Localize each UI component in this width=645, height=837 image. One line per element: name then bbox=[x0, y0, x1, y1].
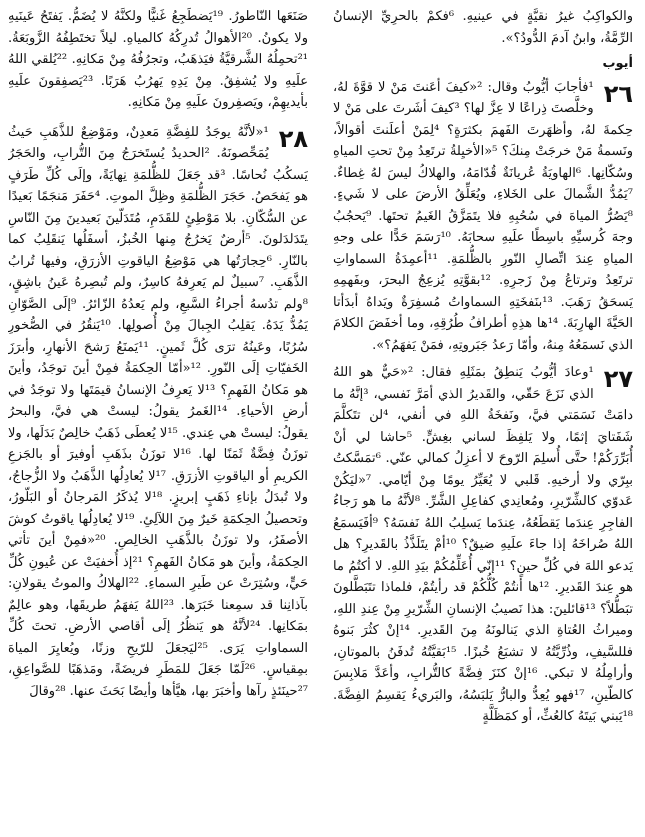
chapter-28-paragraph bbox=[8, 122, 308, 703]
chapter-26-text: ¹فأجابَ أيُّوبُ وقال: ²«كيفَ أعَنتَ مَنْ لا قوَّةَ لهُ، وخلَّصتَ ذِراعًا لا عِزَّ لها؟ ³كيفَ أشَرتَ على مَنْ لا حِكمةَ لهُ، وأظهَرتَ الفَهمَ بكثرَةٍ؟ ⁴لِمَنْ أعلَنتَ أقوالاً، ونَسمةُ مَنْ خرجَتْ مِنكَ؟ ⁵«الأخيِلةُ ترتَعِدُ مِنْ تحتِ المياهِ وسُكّانِها. ⁶الهاويَةُ عُريانَةٌ قُدّامَهُ، والهلاكُ ليسَ لهُ غِطاءٌ. ⁷يَمُدُّ الشَّمالَ على الخَلاءِ، ويُعَلِّقُ الأرضَ على لا شَيءٍ. ⁸يَصُرُّ المياهَ في سُحُبِهِ فلا يتَمَزَّقُ الغَيمُ تحتَها. ⁹يَحجُبُ وجهَ كُرسيِّهِ باسِطًا علَيهِ سحابَهُ. ¹⁰رَسَمَ حَدًّا على وجهِ المياهِ عِندَ اتِّصالِ النّورِ بالظُّلمَةِ. ¹¹أعمِدَةُ السماواتِ ترتَعِدُ وترتاعُ مِنْ زَجرِهِ. ¹²بقوَّتِهِ يُزعِجُ البحرَ، وبفَهمِهِ يَسحَقُ رَهَبَ. ¹³بنَفخَتِهِ السماواتُ مُسفِرَةٌ ويَداهُ أبدَأتا الحَيَّةَ الهارِبَةَ. ¹⁴ها هذِهِ أطرافُ طُرُقِهِ، وما أخفَضَ الكلامَ الذي نَسمَعُهُ مِنهُ، وأمّا رَعدُ جَبَروتِهِ، فمَنْ يَفهَمُ؟». bbox=[333, 79, 633, 353]
chapter-26-paragraph bbox=[333, 77, 633, 357]
left-column bbox=[8, 6, 308, 832]
chapter-27-paragraph bbox=[333, 362, 633, 728]
chapter-28-number: ٢٨ bbox=[278, 124, 308, 153]
chapter-26-number: ٢٦ bbox=[603, 79, 633, 108]
right-column bbox=[333, 6, 633, 832]
chapter-28-text: ¹«لأنَّهُ يوجَدُ للفِضَّةِ مَعدِنٌ، ومَوْضِعٌ للذَّهَبِ حَيثُ يُمَحِّصونَهُ. ²الحديدُ يُستَخرَجُ مِنَ التُّرابِ، والحَجَرُ يَسكُبُ نُحاسًا. ³قد جَعَلَ للظُّلمَةِ نِهايَةً، وإلَى كُلِّ طَرَفٍ هو يَفحَصُ. حَجَرَ الظُّلمَةِ وظِلَّ الموتِ. ⁴حَفَرَ مَنجَمًا بَعيدًا عن السُّكّانِ. بلا مَوْطِئٍ للقَدَمِ، مُتَدَلّينَ بَعيدينَ مِنَ النّاسِ يتَدَلدَلونَ. ⁵أرضٌ يَخرُجُ مِنها الخُبزُ، أسفَلُها يَنقَلِبُ كما بالنّارِ. ⁶حِجارَتُها هي مَوْضِعُ الياقوتِ الأزرَقِ، وفيها تُرابُ الذَّهَبِ. ⁷سبيلٌ لم يَعرِفهُ كاسِرٌ، ولم تُبصِرهُ عَينُ باشِقٍ، ⁸ولم تدُسهُ أجراءُ السَّبعِ، ولم يَعدُهُ الزّائرُ. ⁹إلَى الصَّوّانِ يَمُدُّ يَدَهُ. يَقلِبُ الجِبالَ مِنْ أُصولِها. ¹⁰يَنقُرُ في الصُّخورِ سُرُبًا، وعَينُهُ ترَى كُلَّ ثَمينٍ. ¹¹يَمنَعُ رَشحَ الأنهارِ، وأبرَزَ الخَفيّاتِ إلَى النّورِ. ¹²«أمّا الحِكمَةُ فمِنْ أينَ توجَدُ، وأينَ هو مَكانُ الفَهمِ؟ ¹³لا يَعرِفُ الإنسانُ قيمَتَها ولا توجَدُ في أرضِ الأحياءِ. ¹⁴الغَمرُ يقولُ: ليستْ هي فيَّ، والبحرُ يقولُ: ليستْ هي عِندي. ¹⁵لا يُعطَى ذَهَبٌ خالِصٌ بَدَلَها، ولا توزَنُ فِضَّةٌ ثَمَنًا لها. ¹⁶لا توزَنُ بذَهَبِ أوفيرَ أو بالجَزعِ الكريمِ أو الياقوتِ الأزرَقِ. ¹⁷لا يُعادِلُها الذَّهَبُ ولا الزُّجاجُ، ولا تُبدَلُ بإناءِ ذَهَبٍ إبريزٍ. ¹⁸لا يُذكَرُ المَرجانُ أو البَلّورُ، وتحصيلُ الحِكمَةِ خَيرٌ مِنَ اللآلِئِ. ¹⁹لا يُعادِلُها ياقوتُ كوشَ الأصفَرُ، ولا توزَنُ بالذَّهَبِ الخالِصِ. ²⁰«فمِنْ أينَ تأتي الحِكمَةُ، وأينَ هو مَكانُ الفَهمِ؟ ²¹إذ أُخفيَتْ عن عُيونِ كُلِّ حَيٍّ، وسُتِرَتْ عن طَيرِ السماءِ. ²²الهلاكُ والموتُ يقولانِ: بآذانِنا قد سمِعنا خَبَرَها. ²³اللهُ يَفهَمُ طريقَها، وهو عالِمٌ بمَكانِها. ²⁴لأنَّهُ هو يَنظُرُ إلَى أقاصي الأرضِ. تحتَ كُلِّ السماواتِ يَرَى. ²⁵ليَجعَلَ للرّيحِ وزنًا، ويُعايِرَ المياهَ بمِقياسٍ. ²⁶لَمّا جَعَلَ للمَطَرِ فريضَةً، ومَذهَبًا للصَّواعِقِ، ²⁷حينَئذٍ رآها وأخبَرَ بها، هيَّأها وأيضًا بَحَثَ عنها. ²⁸وقالَ bbox=[8, 124, 308, 699]
chapter-27-number: ٢٧ bbox=[603, 365, 633, 393]
chapter-27-text: ¹وعادَ أيُّوبُ يَنطِقُ بمَثَلِهِ فقال: ²«حَيٌّ هو اللهُ الذي نَزَعَ حَقّي، والقَديرُ الذي أمَرَّ نَفسي، ³إنَّهُ ما دامَتْ نَسَمَتي فيَّ، ونَفخَةُ اللهِ في أنفي، ⁴لن تتَكلَّمَ شَفَتايَ إثمًا، ولا يَلفِظَ لساني بغِشٍّ. ⁵حاشا لي أنْ أُبَرِّرَكُمْ! حتَّى أُسلِمَ الرّوحَ لا أعزِلُ كمالي عنّي. ⁶تمَسَّكتُ ببِرّي ولا أرخيهِ. قَلبي لا يُعَيِّرُ يومًا مِنْ أيّامي. ⁷«ليَكُنْ عَدوّي كالشِّرّيرِ، ومُعانِدي كفاعِلِ الشَّرِّ. ⁸لأنَّهُ ما هو رَجاءُ الفاجِرِ عِندَما يَقطَعُهُ، عِندَما يَسلِبُ اللهُ نَفسَهُ؟ ⁹أفَيَسمَعُ اللهُ صُراخَهُ إذا جاءَ علَيهِ ضيقٌ؟ ¹⁰أمْ يتَلَذَّذُ بالقَديرِ؟ هل يَدعو اللهَ في كُلِّ حينٍ؟ ¹¹إنّي أُعَلِّمُكُمْ بيَدِ اللهِ. لا أكتُمُ ما هو عِندَ القَديرِ. ¹²ها أنتُمْ كُلُّكُمْ قد رأيتُمْ، فلماذا تتَبَطَّلونَ تبَطُّلاً؟ ¹³قائلينَ: هذا نَصيبُ الإنسانِ الشِّرّيرِ مِنْ عِندِ اللهِ، وميراثُ العُتاةِ الذي يَنالونَهُ مِنَ القَديرِ. ¹⁴إنْ كثُرَ بَنوهُ فللسَّيفِ، وذُرِّيَّتُهُ لا تشبَعُ خُبزًا. ¹⁵بَقيَّتُهُ تُدفَنُ بالموتانِ، وأرامِلُهُ لا تبكي. ¹⁶إنْ كنَزَ فِضَّةً كالتُّرابِ، وأعَدَّ مَلابِسَ كالطّينِ، ¹⁷فهو يُعِدُّ والبارُّ يَلبَسُهُ، والبَريءُ يَقسِمُ الفِضَّةَ. ¹⁸يَبني بَيتَهُ كالعُثِّ، أو كمَظَلَّةٍ bbox=[333, 365, 633, 724]
section-heading: أيوب bbox=[602, 56, 633, 71]
chapter-25-ending: والكواكِبُ غيرُ نقيَّةٍ في عينيهِ. ⁶فكمْ بالحرِيِّ الإنسانُ الرِّمَّةُ، وابنُ آدمَ الدُّودُ؟». bbox=[333, 9, 633, 46]
chapter-27-ending: صَنَعَها النّاطورُ. ¹⁹يَضطَجِعُ غَنيًّا ولكنَّهُ لا يُضَمُّ. يَفتَحُ عَينَيهِ ولا يكونُ. ²⁰الأهوالُ تُدرِكُهُ كالمياهِ. ليلاً تختَطِفُهُ الزَّوبَعَةُ. ²¹تحمِلُهُ الشَّرقيَّةُ فيَذهَبُ، وتجرُفُهُ مِنْ مَكانِهِ. ²²يُلقي اللهُ علَيهِ ولا يُشفِقُ. مِنْ يَدِهِ يَهرُبُ هَرَبًا. ²³يَصفِقونَ علَيهِ بأيديهِمْ، ويَصفِرونَ علَيهِ مِنْ مَكانِهِ. bbox=[8, 9, 308, 110]
